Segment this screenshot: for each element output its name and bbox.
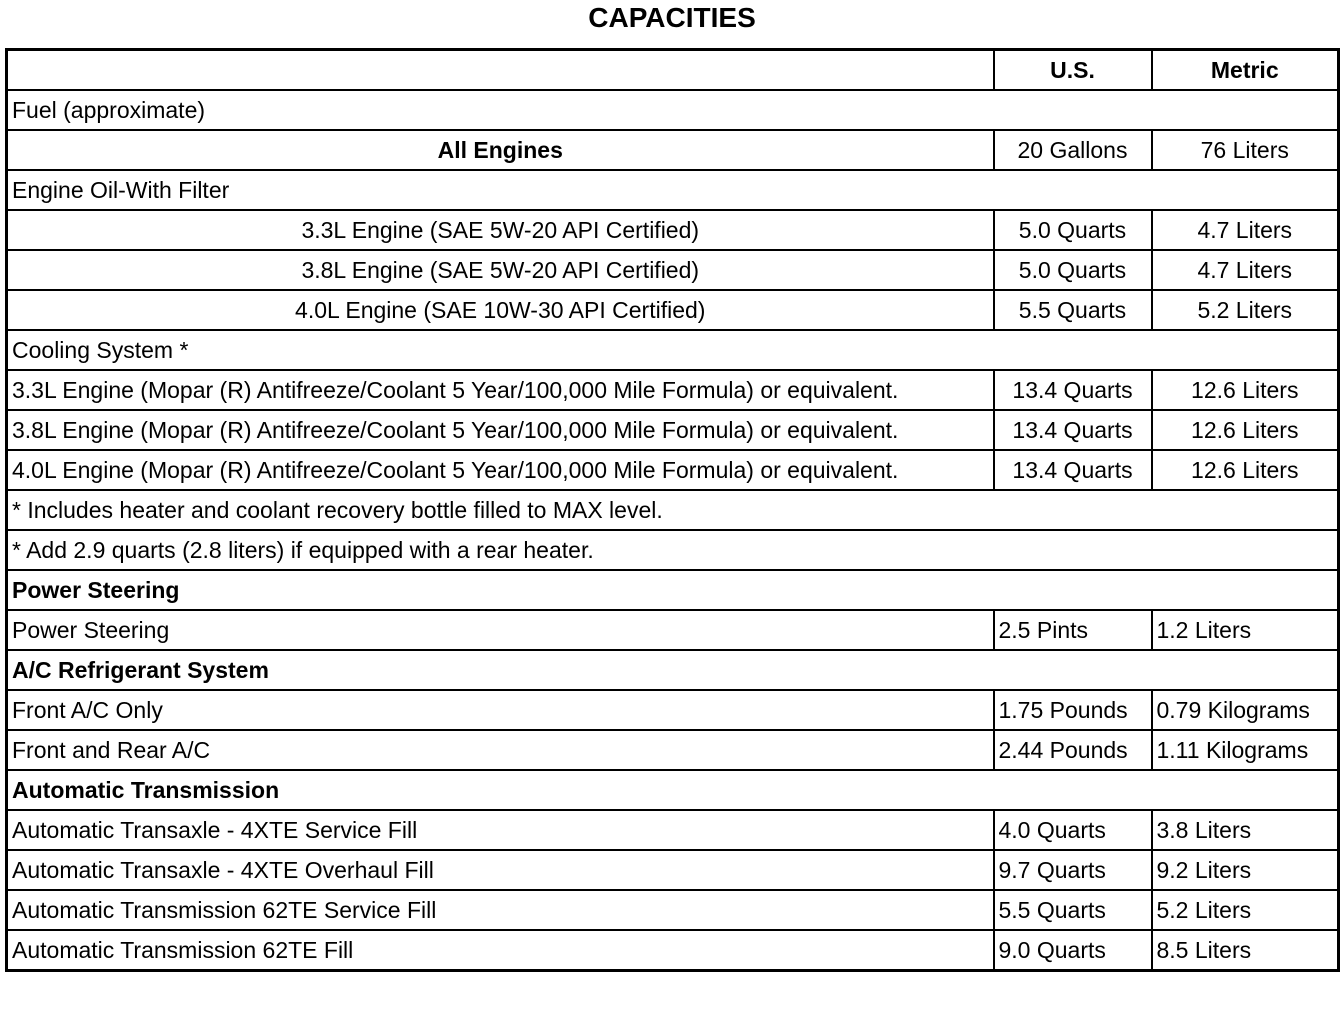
row-metric: 9.2 Liters <box>1152 850 1339 890</box>
row-metric: 1.11 Kilograms <box>1152 730 1339 770</box>
row-us: 2.44 Pounds <box>994 730 1152 770</box>
section-row-cooling <box>7 330 1339 370</box>
row-label: Power Steering <box>7 610 994 650</box>
row-us: 1.75 Pounds <box>994 690 1152 730</box>
row-metric: 8.5 Liters <box>1152 930 1339 971</box>
row-us: 20 Gallons <box>994 130 1152 170</box>
row-metric: 3.8 Liters <box>1152 810 1339 850</box>
section-title-oil: Engine Oil-With Filter <box>7 170 1339 210</box>
row-metric: 0.79 Kilograms <box>1152 690 1339 730</box>
row-label: Automatic Transmission 62TE Fill <box>7 930 994 971</box>
page-title: CAPACITIES <box>588 2 756 33</box>
cooling-note: * Includes heater and coolant recovery bottle filled to MAX level. <box>7 490 1339 530</box>
section-title-fuel: Fuel (approximate) <box>7 90 1339 130</box>
row-us: 5.0 Quarts <box>994 210 1152 250</box>
row-us: 5.5 Quarts <box>994 290 1152 330</box>
row-metric: 12.6 Liters <box>1152 370 1339 410</box>
section-row-fuel <box>7 90 1339 130</box>
row-label: Automatic Transmission 62TE Service Fill <box>7 890 994 930</box>
header-row <box>7 50 1339 91</box>
header-metric: Metric <box>1152 50 1339 91</box>
row-us: 2.5 Pints <box>994 610 1152 650</box>
table-row <box>7 730 1339 770</box>
row-label: 3.3L Engine (Mopar (R) Antifreeze/Coolant 5 Year/100,000 Mile Formula) or equivalent. <box>7 370 994 410</box>
capacities-table <box>5 48 1340 972</box>
row-label: All Engines <box>7 130 994 170</box>
row-metric: 5.2 Liters <box>1152 890 1339 930</box>
row-metric: 4.7 Liters <box>1152 250 1339 290</box>
row-metric: 4.7 Liters <box>1152 210 1339 250</box>
section-title-steering: Power Steering <box>7 570 1339 610</box>
row-us: 13.4 Quarts <box>994 450 1152 490</box>
note-row <box>7 490 1339 530</box>
row-label: Automatic Transaxle - 4XTE Overhaul Fill <box>7 850 994 890</box>
section-row-trans <box>7 770 1339 810</box>
row-us: 4.0 Quarts <box>994 810 1152 850</box>
table-row <box>7 210 1339 250</box>
table-row <box>7 450 1339 490</box>
row-metric: 5.2 Liters <box>1152 290 1339 330</box>
table-row <box>7 410 1339 450</box>
section-title-trans: Automatic Transmission <box>7 770 1339 810</box>
row-us: 13.4 Quarts <box>994 410 1152 450</box>
header-us: U.S. <box>994 50 1152 91</box>
section-row-oil <box>7 170 1339 210</box>
row-label: 4.0L Engine (SAE 10W-30 API Certified) <box>7 290 994 330</box>
row-metric: 76 Liters <box>1152 130 1339 170</box>
row-metric: 12.6 Liters <box>1152 410 1339 450</box>
header-blank-cell <box>7 50 994 91</box>
row-us: 9.7 Quarts <box>994 850 1152 890</box>
table-row <box>7 610 1339 650</box>
row-label: 3.3L Engine (SAE 5W-20 API Certified) <box>7 210 994 250</box>
section-row-ac <box>7 650 1339 690</box>
table-row <box>7 290 1339 330</box>
row-label: Front A/C Only <box>7 690 994 730</box>
row-metric: 1.2 Liters <box>1152 610 1339 650</box>
table-row <box>7 370 1339 410</box>
section-row-steering <box>7 570 1339 610</box>
table-row <box>7 850 1339 890</box>
row-us: 9.0 Quarts <box>994 930 1152 971</box>
table-row <box>7 250 1339 290</box>
section-title-ac: A/C Refrigerant System <box>7 650 1339 690</box>
row-label: Front and Rear A/C <box>7 730 994 770</box>
row-us: 5.5 Quarts <box>994 890 1152 930</box>
row-label: 3.8L Engine (SAE 5W-20 API Certified) <box>7 250 994 290</box>
table-row <box>7 890 1339 930</box>
table-row <box>7 810 1339 850</box>
row-label: 3.8L Engine (Mopar (R) Antifreeze/Coolant 5 Year/100,000 Mile Formula) or equivalent. <box>7 410 994 450</box>
cooling-note: * Add 2.9 quarts (2.8 liters) if equipped with a rear heater. <box>7 530 1339 570</box>
table-row <box>7 130 1339 170</box>
note-row <box>7 530 1339 570</box>
row-label: 4.0L Engine (Mopar (R) Antifreeze/Coolant 5 Year/100,000 Mile Formula) or equivalent. <box>7 450 994 490</box>
table-row <box>7 930 1339 971</box>
row-label: Automatic Transaxle - 4XTE Service Fill <box>7 810 994 850</box>
row-us: 5.0 Quarts <box>994 250 1152 290</box>
table-row <box>7 690 1339 730</box>
row-us: 13.4 Quarts <box>994 370 1152 410</box>
section-title-cooling: Cooling System * <box>7 330 1339 370</box>
row-metric: 12.6 Liters <box>1152 450 1339 490</box>
